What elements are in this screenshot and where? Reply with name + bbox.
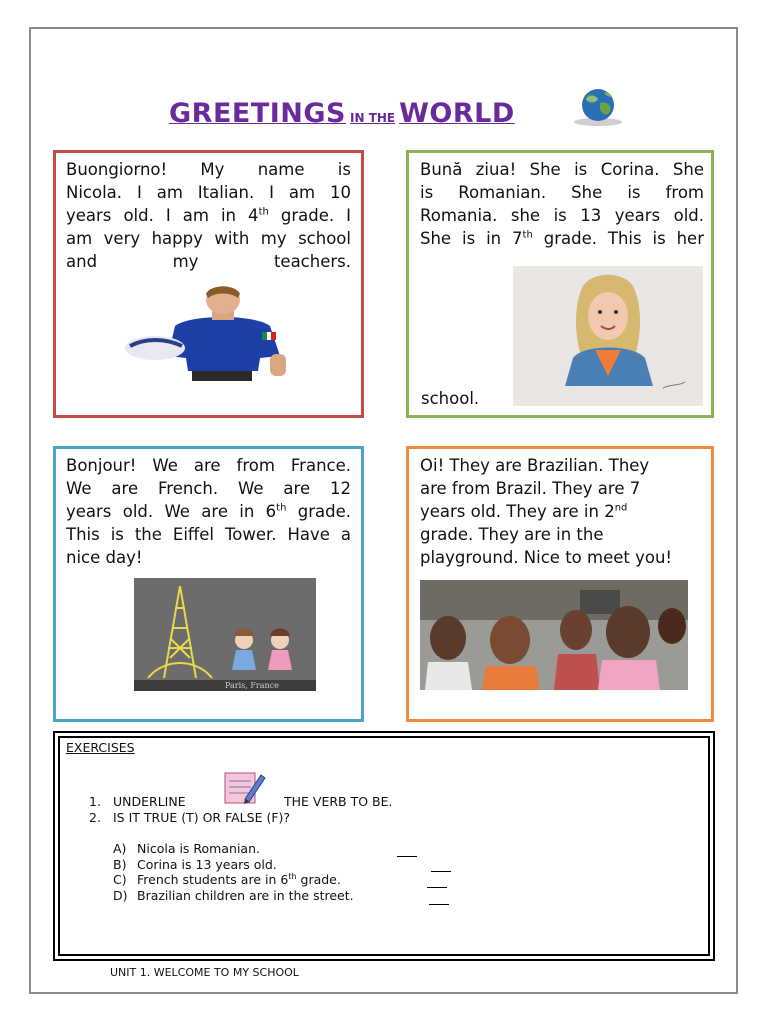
text-line: Oi! They are Brazilian. They bbox=[420, 456, 650, 475]
text-part: years old. They are in 2 bbox=[420, 502, 615, 521]
italian-boy-photo bbox=[120, 286, 330, 381]
text-part: grade. bbox=[296, 872, 341, 888]
text-line: Romania. she is 13 years old. bbox=[420, 206, 704, 225]
superscript: th bbox=[288, 872, 297, 881]
text-part: She is in 7 bbox=[420, 229, 523, 248]
card-romania bbox=[406, 150, 714, 418]
card-italy bbox=[53, 150, 364, 418]
text-line bbox=[420, 500, 704, 523]
globe-icon bbox=[568, 87, 628, 127]
title-greetings: GREETINGS bbox=[169, 98, 347, 129]
page-footer: UNIT 1. WELCOME TO MY SCHOOL bbox=[110, 966, 299, 979]
photo-caption: Paris, France bbox=[225, 681, 279, 690]
text-line: grade. They are in the bbox=[420, 525, 604, 544]
page-title bbox=[169, 98, 515, 129]
text-part: grade. I bbox=[268, 206, 351, 225]
text-line: Buongiorno! My name is bbox=[66, 160, 351, 179]
statement-text: Corina is 13 years old. bbox=[137, 857, 277, 872]
text-part: French students are in 6 bbox=[137, 872, 289, 888]
item-number: 2. bbox=[89, 810, 101, 825]
statement-letter: A) bbox=[113, 841, 127, 856]
card-brazil-text bbox=[420, 454, 704, 569]
statement-text bbox=[137, 872, 341, 887]
text-line: Bonjour! We are from France. bbox=[66, 456, 351, 475]
text-line: am very happy with my school bbox=[66, 229, 351, 248]
eiffel-tower-illustration bbox=[134, 578, 316, 691]
answer-blank[interactable] bbox=[427, 887, 447, 888]
statement-letter: D) bbox=[113, 888, 128, 903]
text-part: years old. I am in 4 bbox=[66, 206, 259, 225]
card-france-text bbox=[66, 454, 351, 569]
card-italy-text bbox=[66, 158, 351, 273]
answer-blank[interactable] bbox=[397, 856, 417, 857]
text-line: are from Brazil. They are 7 bbox=[420, 479, 641, 498]
text-line: and my teachers. bbox=[66, 252, 351, 271]
brazilian-children-photo bbox=[420, 580, 688, 690]
card-romania-text bbox=[420, 158, 704, 250]
item-number: 1. bbox=[89, 794, 101, 809]
title-world: WORLD bbox=[399, 98, 515, 129]
text-line: This is the Eiffel Tower. Have a bbox=[66, 525, 351, 544]
exercise-1-text-cont: THE VERB TO BE. bbox=[284, 794, 393, 809]
superscript: th bbox=[276, 502, 287, 514]
superscript: nd bbox=[614, 502, 628, 514]
text-line: school. bbox=[421, 389, 480, 408]
superscript: th bbox=[258, 206, 269, 218]
exercises-heading: EXERCISES bbox=[66, 740, 135, 755]
text-line: Bună ziua! She is Corina. She bbox=[420, 160, 704, 179]
text-line: We are French. We are 12 bbox=[66, 479, 351, 498]
card-brazil bbox=[406, 446, 714, 722]
text-part: years old. We are in 6 bbox=[66, 502, 277, 521]
text-part: grade. This is her bbox=[532, 229, 704, 248]
answer-blank[interactable] bbox=[429, 904, 449, 905]
statement-letter: C) bbox=[113, 872, 127, 887]
exercises-box bbox=[53, 731, 715, 961]
answer-blank[interactable] bbox=[431, 871, 451, 872]
exercise-1-text: UNDERLINE bbox=[113, 794, 186, 809]
text-line bbox=[66, 204, 351, 227]
title-in-the: IN THE bbox=[350, 111, 396, 125]
text-line: playground. Nice to meet you! bbox=[420, 548, 673, 567]
text-line: Nicola. I am Italian. I am 10 bbox=[66, 183, 351, 202]
exercise-2-text: IS IT TRUE (T) OR FALSE (F)? bbox=[113, 810, 291, 825]
text-line: nice day! bbox=[66, 548, 143, 567]
superscript: th bbox=[522, 229, 533, 241]
pencil-notebook-icon bbox=[223, 769, 267, 809]
statement-text: Brazilian children are in the street. bbox=[137, 888, 354, 903]
text-line bbox=[66, 500, 351, 523]
card-france bbox=[53, 446, 364, 722]
romanian-girl-drawing bbox=[513, 266, 703, 406]
text-part: grade. bbox=[286, 502, 351, 521]
statement-letter: B) bbox=[113, 857, 127, 872]
text-line: is Romanian. She is from bbox=[420, 183, 704, 202]
statement-text: Nicola is Romanian. bbox=[137, 841, 260, 856]
text-line bbox=[420, 227, 704, 250]
